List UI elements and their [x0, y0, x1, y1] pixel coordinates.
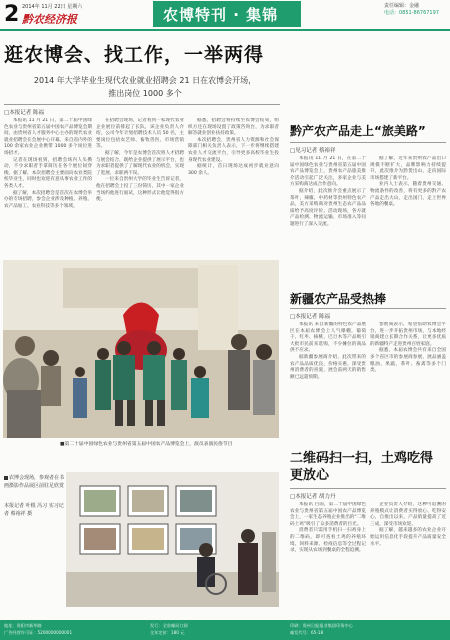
paragraph: 参展商表示，希望借助农博会平台，进一步开拓贵州市场，与本地经销商建立长期合作关系，让更多优质的新疆特产走进贵州百姓家庭。	[370, 322, 446, 347]
gallery-caption	[4, 474, 64, 518]
editor-info	[384, 3, 439, 17]
lead-headline: 逛农博会、找工作，一举两得	[4, 44, 265, 66]
paragraph: 据了解，本次招聘会是首次在农博会举办的专场招聘，参会企业涉及种植、养殖、农产品加工、农业科技等多个领域。	[4, 190, 92, 209]
newspaper-name: 黔农经济报	[22, 13, 77, 26]
caption-marker-icon	[4, 476, 8, 480]
story4-headline: 二维码扫一扫，土鸡吃得更放心	[290, 451, 434, 483]
paragraph: 据悉，招聘会将持续至农博会结束，组织方还在现场设置了政策咨询台，为求职者解答就业创业扶持政策。	[188, 118, 279, 137]
lead-column-3	[188, 118, 279, 258]
page-header	[0, 0, 450, 30]
paragraph: 本次招聘会，贵州省人力资源和社会保障部门相关负责人表示，下一步将继续搭建农业人才交流平台，引导更多高校毕业生投身现代农业建设。	[188, 137, 279, 163]
story3-column-1	[290, 322, 366, 432]
section-title: 农博特刊 · 集锦	[163, 6, 279, 24]
paragraph: 在招聘会现场，记者看到一家现代农业企业展位前排起了长队，该企业负责人介绍，公司今年计划招聘技术人员 50 名，主要岗位包括农艺师、畜牧兽医、市场营销等。	[96, 118, 184, 150]
footer-postal-code: 邮发代号：65-18	[290, 630, 324, 635]
paragraph: 消费者只需用手机扫一扫鸡身上的二维码，即可查看土鸡的养殖环境、饲料来源、检疫信息等全过程记录，实现从农场到餐桌的全程追溯。	[290, 528, 366, 554]
lead-byline: □本报记者 陈福	[4, 110, 44, 116]
paragraph: 据了解，越来越多的农业企业开始运用信息化手段提升产品质量安全水平。	[370, 528, 446, 547]
performance-photo	[3, 260, 279, 438]
page-number: 2	[4, 2, 20, 27]
story3-divider	[290, 308, 446, 309]
paragraph: 一位来自贵州大学的毕业生告诉记者，他在招聘会上投了三份简历，其中一家企业当场约他进行面试，这种形式让他觉得很方便。	[96, 177, 184, 203]
editor-name: 责任编辑：金融	[384, 3, 420, 9]
paragraph: 业内人士表示，随着贵州交通、物流条件的改善，将有更多的黔产农产品走出大山，走出国门，走上世界各地的餐桌。	[370, 182, 446, 208]
paragraph: 据悉，本届农博会共有来自全国多个省区市的参展商参展，展品涵盖粮油、果蔬、茶叶、畜禽等多个门类。	[370, 348, 446, 374]
footer-price: 全年定价：180 元	[150, 630, 185, 635]
paragraph: 企业负责人介绍，这种可追溯的养殖模式让消费者买得放心、吃得安心，自推出以来，产品销量提高了近三成，深受市场欢迎。	[370, 502, 446, 527]
story2-column-2	[370, 156, 446, 266]
paragraph: 本报讯 11 月 21 日，第二十届中国绿色农业与贵州省第五届中国农产品博览会期间，由贵州省人才服务中心主办的现代农业就业招聘会在会展中心开幕。来自省内外的 100 余家农业企业携带 1000 多个岗位进场招才。	[4, 118, 92, 156]
story2-column-1	[290, 156, 366, 266]
lead-subheadline: 2014 年大学毕业生现代农业就业招聘会 21 日在农博会开场，推出岗位 1000 多个	[33, 76, 257, 98]
story4-column-1	[290, 502, 366, 616]
header-divider	[0, 29, 450, 31]
gallery-illustration	[66, 472, 279, 607]
performance-illustration	[3, 260, 279, 438]
story2-headline: 黔产农产品走上“旅美路”	[290, 124, 426, 138]
paragraph: 记者在现场看到，招聘会场内人头攒动，不少求职者手拿简历在各个展位间穿梭。据了解，本次招聘会主要面向农业类院校毕业生，同时也欢迎有意从事农业工作的各类人才。	[4, 157, 92, 189]
paragraph: 据介绍，此次推介会重点展示了茶叶、辣椒、中药材等贵州特色农产品，美方采购商对贵州生态农产品品质给予高度评价。活动现场，各方就产品检测、物流运输、市场准入等问题进行了深入交流。	[290, 188, 366, 227]
story3-headline: 新疆农产品受热捧	[290, 292, 387, 306]
footer-distribution: 发行：全省邮局订阅	[150, 623, 188, 628]
story3-byline: □本报记者 陈福	[290, 314, 330, 320]
lead-divider	[4, 104, 280, 105]
paragraph: 本报讯 目前，第二十届中国绿色农业与贵州省第五届中国农产品博览会上，一家生态养殖企业推出的“二维码土鸡”吸引了众多消费者的目光。	[290, 502, 366, 527]
story4-byline: □本报记者 胡力丹	[290, 494, 336, 500]
gallery-photo	[66, 472, 279, 607]
paragraph: 据了解，近年来贵州农产品出口规模不断扩大，品牌影响力持续提升，此次推介为黔货出山、走向国际市场搭建了新平台。	[370, 156, 446, 181]
story2-byline: □见习记者 蔡裕祥	[290, 148, 336, 154]
paragraph: 据新疆参展商介绍，此次带来的农产品品质优良，价格实惠，深受贵州消费者的喜爱，展会前两天的销售额已远超预期。	[290, 354, 366, 380]
photo-caption: ■第二十届中国绿色农业与贵州省第五届中国农产品博览会上，演员表演民俗节目	[60, 442, 233, 447]
paragraph: 据了解，今年是农博会首次将人才招聘与展会结合，既给企业提供了展示平台，也为求职者提供了了解现代农业的机会，实现了逛展、求职两不误。	[96, 150, 184, 176]
story3-column-2	[370, 322, 446, 432]
page-footer	[0, 620, 450, 640]
lead-column-1	[4, 118, 92, 258]
gallery-caption-text: 农博会现场，参观者在书画摄影作品展区前驻足欣赏	[4, 475, 65, 489]
editor-phone: 电话：0851-86767197	[384, 10, 439, 16]
section-banner	[153, 1, 301, 27]
footer-address: 地址：贵阳市新华路	[4, 623, 42, 628]
paragraph: 本报讯 来自新疆的特色农产品展区在本届农博会上人气爆棚，葡萄干、红枣、核桃、巴旦木等产品吸引大批市民前来选购，不少摊位的商品供不应求。	[290, 322, 366, 354]
paragraph: 本报讯 11 月 21 日，在第二十届中国绿色农业与贵州省第五届中国农产品博览会上，贵州农产品旅美推介活动引起广泛关注，多家企业与美方采购商达成合作意向。	[290, 156, 366, 188]
story2-divider	[290, 142, 446, 143]
footer-printer: 印刷：贵州日报报业集团印务中心	[290, 623, 353, 628]
story4-divider	[290, 488, 446, 489]
paragraph: 据统计，首日现场达成初步就业意向 300 余人。	[188, 164, 279, 176]
story4-column-2	[370, 502, 446, 616]
lead-column-2	[96, 118, 184, 258]
issue-date: 2014年 11月 22日 星期六	[22, 4, 83, 10]
photo-credit: 本报记者 叶根 冯习 实习记者 蔡裕祥 摄	[4, 503, 64, 517]
footer-license: 广告经营许可证：5200000000001	[4, 630, 73, 635]
